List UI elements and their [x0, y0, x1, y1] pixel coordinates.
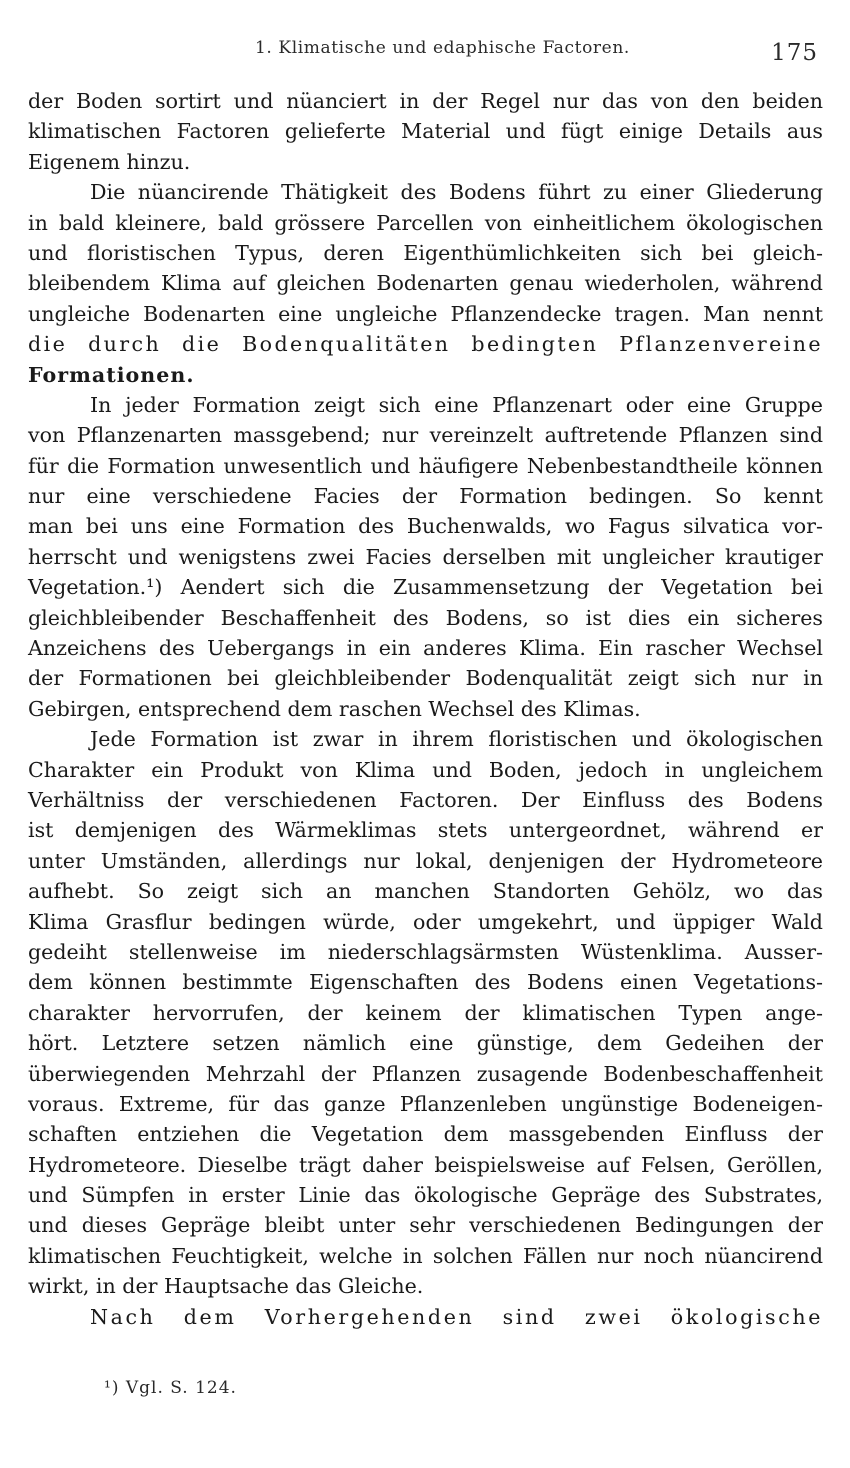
- text-line: Nach dem Vorhergehenden sind zwei ökologische: [90, 1304, 823, 1329]
- page-number: 175: [771, 40, 818, 66]
- page-header: [0, 38, 850, 68]
- text-line: schaften entziehen die Vegetation dem massgebenden Einfluss der: [28, 1122, 823, 1147]
- text-line: ist demjenigen des Wärmeklimas stets untergeordnet, während er: [28, 818, 823, 843]
- text-line: die durch die Bodenqualitäten bedingten Pflanzenvereine: [28, 332, 823, 357]
- text-line: dem können bestimmte Eigenschaften des Bodens einen Vegetations-: [28, 970, 823, 995]
- text-line: und Sümpfen in erster Linie das ökologische Gepräge des Substrates,: [28, 1183, 823, 1208]
- text-line: der Boden sortirt und nüanciert in der Regel nur das von den beiden: [28, 89, 823, 113]
- text-line: hört. Letztere setzen nämlich eine günstige, dem Gedeihen der: [28, 1031, 823, 1056]
- text-line: von Pflanzenarten massgebend; nur vereinzelt auftretende Pflanzen sind: [28, 423, 823, 448]
- footnote: ¹) Vgl. S. 124.: [104, 1378, 237, 1398]
- text-line: klimatischen Feuchtigkeit, welche in solchen Fällen nur noch nüancirend: [28, 1243, 823, 1268]
- text-line: charakter hervorrufen, der keinem der klimatischen Typen ange-: [28, 1000, 823, 1025]
- text-line: gleichbleibender Beschaffenheit des Bodens, so ist dies ein sicheres: [28, 605, 823, 630]
- text-line: Gebirgen, entsprechend dem raschen Wechsel des Klimas.: [28, 696, 641, 721]
- text-line: Die nüancirende Thätigkeit des Bodens führt zu einer Gliederung: [90, 180, 823, 205]
- text-line: aufhebt. So zeigt sich an manchen Standorten Gehölz, wo das: [28, 879, 823, 904]
- text-line: für die Formation unwesentlich und häufigere Nebenbestandtheile können: [28, 453, 823, 478]
- text-line: Eigenem hinzu.: [28, 149, 191, 174]
- text-line: unter Umständen, allerdings nur lokal, denjenigen der Hydrometeore: [28, 848, 823, 873]
- text-line: wirkt, in der Hauptsache das Gleiche.: [28, 1274, 424, 1299]
- text-line: Jede Formation ist zwar in ihrem floristischen und ökologischen: [90, 727, 823, 752]
- text-line: Verhältniss der verschiedenen Factoren. Der Einfluss des Bodens: [28, 787, 823, 812]
- text-line: klimatischen Factoren gelieferte Material und fügt einige Details aus: [28, 119, 823, 144]
- text-line: In jeder Formation zeigt sich eine Pflanzenart oder eine Gruppe: [90, 392, 823, 417]
- text-line: und dieses Gepräge bleibt unter sehr verschiedenen Bedingungen der: [28, 1213, 823, 1238]
- text-line: Klima Grasflur bedingen würde, oder umgekehrt, und üppiger Wald: [28, 909, 823, 934]
- text-line: ungleiche Bodenarten eine ungleiche Pflanzendecke tragen. Man nennt: [28, 301, 823, 326]
- text-line: Charakter ein Produkt von Klima und Boden, jedoch in ungleichem: [28, 757, 823, 782]
- text-line: der Formationen bei gleichbleibender Bodenqualität zeigt sich nur in: [28, 666, 823, 691]
- text-line: gedeiht stellenweise im niederschlagsärmsten Wüstenklima. Ausser-: [28, 939, 823, 964]
- text-line: überwiegenden Mehrzahl der Pflanzen zusagende Bodenbeschaffenheit: [28, 1061, 823, 1086]
- text-line: herrscht und wenigstens zwei Facies derselben mit ungleicher krautiger: [28, 544, 823, 569]
- body-text: [28, 86, 823, 1332]
- text-line: Anzeichens des Uebergangs in ein anderes Klima. Ein rascher Wechsel: [28, 636, 823, 661]
- text-line: bleibendem Klima auf gleichen Bodenarten genau wiederholen, während: [28, 271, 823, 296]
- text-line: voraus. Extreme, für das ganze Pflanzenleben ungünstige Bodeneigen-: [28, 1091, 823, 1116]
- text-line: nur eine verschiedene Facies der Formation bedingen. So kennt: [28, 484, 823, 509]
- running-title: 1. Klimatische und edaphische Factoren.: [255, 38, 630, 58]
- text-line: man bei uns eine Formation des Buchenwalds, wo Fagus silvatica vor-: [28, 514, 823, 539]
- formationen-term: Formationen.: [28, 362, 195, 387]
- text-line: Hydrometeore. Dieselbe trägt daher beispielsweise auf Felsen, Geröllen,: [28, 1152, 823, 1177]
- text-line: und floristischen Typus, deren Eigenthümlichkeiten sich bei gleich-: [28, 240, 823, 265]
- text-line: in bald kleinere, bald grössere Parcellen von einheitlichem ökologischen: [28, 210, 823, 235]
- text-line: Vegetation.¹) Aendert sich die Zusammensetzung der Vegetation bei: [28, 575, 823, 600]
